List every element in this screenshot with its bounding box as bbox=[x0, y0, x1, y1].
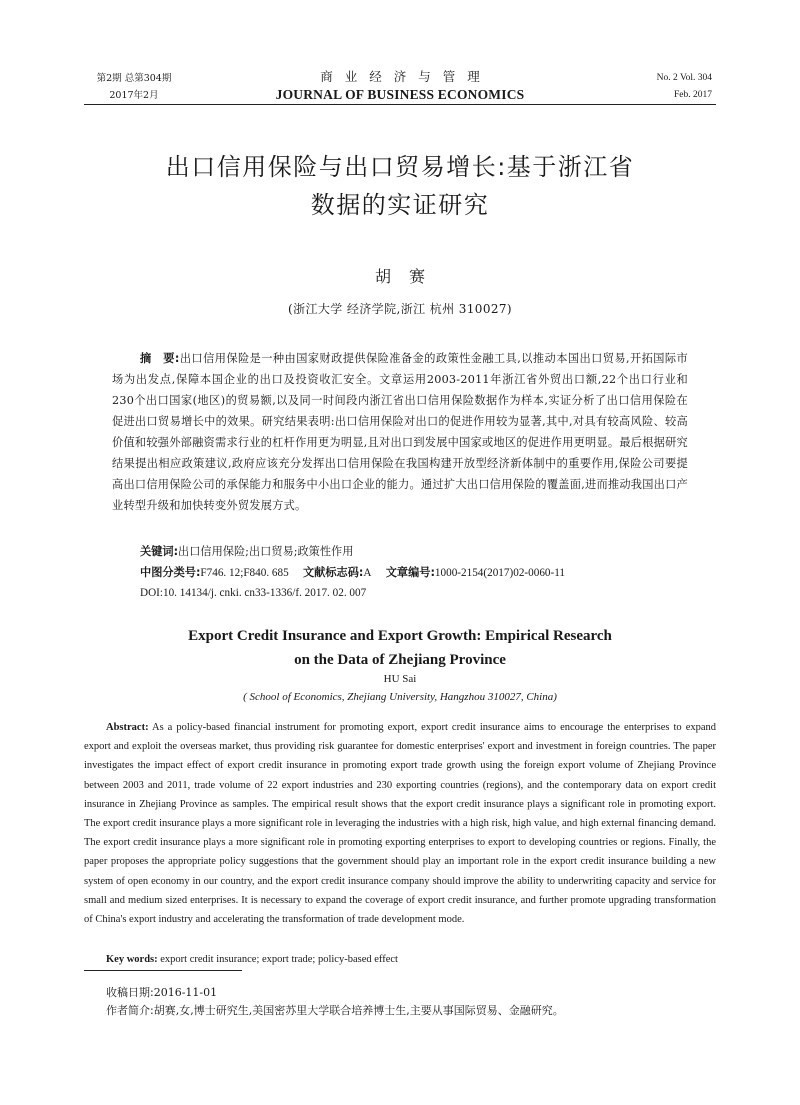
doc-code-label: 文献标志码: bbox=[302, 566, 364, 579]
abstract-cn-label: 摘 要: bbox=[140, 352, 180, 365]
abstract-en-text: As a policy-based financial instrument for promoting export, export credit insurance aims to encourage the enterprises to expand export and exploit the overseas market, thus providing risk guarantee for domestic enterprises' export and investment in foreign countries. The paper investigates the impact effect of export credit insurance in promoting export trade growth using the foreign export volume of Zhejiang Province between 2003 and 2011, trade volume of 22 export industries and 230 exporting countries (regions), and the contemporary data on export credit insurance in Zhejiang Province as samples. The empirical result shows that the export credit insurance plays a significant role in promoting export. The export credit insurance plays a more significant role in leveraging the industries with a high risk, high value, and high external financing demand. The export credit insurance plays a more significant role in promoting exporting enterprises to export to developing countries or regions. Finally, the paper proposes the appropriate policy suggestions that the government should play an important role in the export credit insurance building a new system of open economy in our country, and the export credit insurance company should improve the ability to underwriting capacity and service for small and medium sized enterprises. It is necessary to expand the coverage of export credit insurance, and further promote upgrading transformation of China's export industry and accelerating the transformation of trade development mode. bbox=[84, 722, 717, 926]
received-date: 2016-11-01 bbox=[153, 986, 218, 999]
keywords-cn-text: 出口信用保险;出口贸易;政策性作用 bbox=[178, 545, 354, 558]
keywords-cn bbox=[140, 541, 353, 562]
doi: DOI:10. 14134/j. cnki. cn33-1336/f. 2017. 02. 007 bbox=[140, 587, 367, 599]
paper-title-en-line1: Export Credit Insurance and Export Growth: Empirical Research bbox=[188, 628, 612, 644]
paper-title-en bbox=[0, 624, 800, 672]
affiliation-cn: (浙江大学 经济学院,浙江 杭州 310027) bbox=[287, 302, 513, 316]
classification-line bbox=[140, 562, 565, 584]
paper-title-cn-line2: 数据的实证研究 bbox=[310, 191, 490, 219]
journal-masthead bbox=[240, 68, 560, 104]
footnote-author-bio bbox=[106, 1002, 564, 1020]
header-issue-en bbox=[657, 70, 712, 104]
article-number-value: 1000-2154(2017)02-0060-11 bbox=[434, 567, 566, 579]
author-name-cn: 胡赛 bbox=[374, 267, 443, 286]
doc-code-value: A bbox=[363, 567, 372, 579]
header-issue-number: 第2期 总第304期 bbox=[96, 73, 172, 84]
clc-label: 中图分类号: bbox=[140, 566, 201, 579]
keywords-cn-label: 关键词: bbox=[140, 545, 179, 558]
article-number-label: 文章编号: bbox=[385, 566, 435, 579]
paper-title-cn-line1: 出口信用保险与出口贸易增长:基于浙江省 bbox=[165, 153, 635, 181]
abstract-en bbox=[84, 718, 716, 929]
footnote-received bbox=[106, 984, 217, 1002]
header-date-cn: 2017年2月 bbox=[109, 90, 159, 101]
abstract-cn bbox=[112, 348, 688, 516]
author-name-en: HU Sai bbox=[383, 673, 417, 685]
abstract-cn-text: 出口信用保险是一种由国家财政提供保险准备金的政策性金融工具,以推动本国出口贸易,开拓国际市场为出发点,保障本国企业的出口及投资收汇安全。文章运用2003-2011年浙江省外贸出口额,22个出口行业和230个出口国家(地区)的贸易额,以及同一时间段内浙江省出口信用保险数据作为样本,实证分析了出口信用保险在促进出口贸易增长中的效果。研究结果表明:出口信用保险对出口的促进作用较为显著,其中,对具有较高风险、较高价值和较强外部融资需求行业的杠杆作用更为明显,且对出口到发展中国家或地区的促进作用更明显。最后根据研究结果提出相应政策建议,政府应该充分发挥出口信用保险在我国构建开放型经济新体制中的重要作用,保险公司要提高出口信用保险公司的承保能力和服务中小出口企业的能力。通过扩大出口信用保险的覆盖面,进而推动我国出口产业转型升级和加快转变外贸发展方式。 bbox=[112, 352, 688, 512]
affiliation-en: ( School of Economics, Zhejiang University, Hangzhou 310027, China) bbox=[243, 691, 557, 703]
clc-value: F746. 12;F840. 685 bbox=[200, 567, 289, 579]
keywords-en-label: Key words: bbox=[106, 954, 158, 965]
header-divider bbox=[84, 104, 716, 105]
received-label: 收稿日期: bbox=[106, 986, 154, 999]
paper-title-en-line2: on the Data of Zhejiang Province bbox=[294, 652, 506, 668]
footnote-divider bbox=[84, 970, 242, 971]
bio-label: 作者简介: bbox=[106, 1004, 154, 1017]
header-volume: No. 2 Vol. 304 bbox=[656, 73, 712, 83]
journal-name-cn: 商业经济与管理 bbox=[320, 69, 492, 84]
paper-title-cn bbox=[0, 148, 800, 224]
abstract-en-label: Abstract: bbox=[106, 722, 149, 733]
keywords-en bbox=[106, 950, 398, 969]
keywords-en-text: export credit insurance; export trade; policy-based effect bbox=[160, 954, 398, 965]
journal-name-en: JOURNAL OF BUSINESS ECONOMICS bbox=[275, 87, 525, 102]
bio-text: 胡赛,女,博士研究生,美国密苏里大学联合培养博士生,主要从事国际贸易、金融研究。 bbox=[153, 1004, 564, 1017]
header-issue-cn bbox=[88, 70, 180, 104]
header-date-en: Feb. 2017 bbox=[674, 90, 712, 100]
